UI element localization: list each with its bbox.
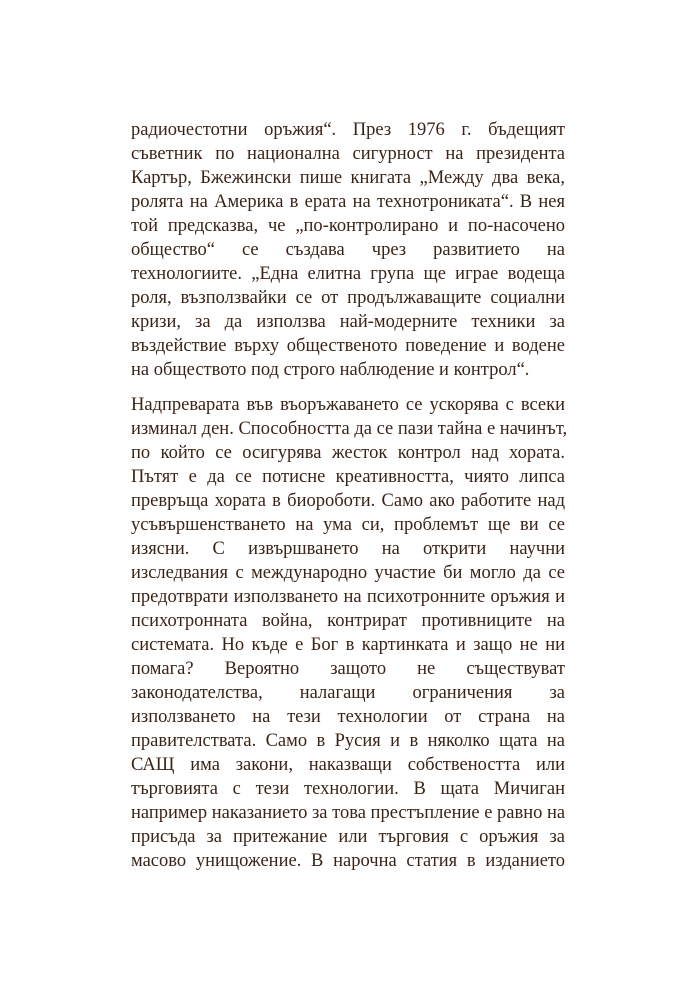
text-line: кризи, за да използва най-модерните техники за (131, 312, 565, 332)
paragraph-2 (131, 393, 568, 873)
text-line: роля, възползвайки се от продължаващите социални (131, 288, 565, 308)
text-line: законодателства, налагащи ограничения за (131, 683, 565, 703)
text-line: по който се осигурява жесток контрол над хората. (131, 443, 565, 463)
text-line: на обществото под строго наблюдение и контрол“. (131, 360, 530, 380)
text-line: общество“ се създава чрез развитието на (131, 240, 565, 260)
text-line: превръща хората в биороботи. Само ако работите над (131, 491, 565, 511)
text-line: системата. Но къде е Бог в картинката и защо не ни (131, 635, 565, 655)
text-line: изминал ден. Способността да се пази тайна е начинът, (131, 419, 568, 439)
text-line: правителствата. Само в Русия и в няколко щата на (131, 731, 565, 751)
text-line: Картър, Бжежински пише книгата „Между два века, (131, 168, 565, 188)
text-line: радиочестотни оръжия“. През 1976 г. бъдещият (131, 120, 565, 140)
text-line: използването на тези технологии от страна на (131, 707, 565, 727)
text-line: присъда за притежание или търговия с оръжия за (131, 827, 565, 847)
text-line: той предсказва, че „по-контролирано и по-насочено (131, 216, 565, 236)
text-line: технологиите. „Една елитна група ще играе водеща (131, 264, 565, 284)
text-line: Пътят е да се потисне креативността, чиято липса (131, 467, 565, 487)
text-line: помага? Вероятно защото не съществуват (131, 659, 565, 679)
text-line: психотронната война, контрират противниците на (131, 611, 565, 631)
text-line: Надпреварата във въоръжаването се ускорява с всеки (131, 395, 565, 415)
text-line: предотврати използването на психотронните оръжия и (131, 587, 565, 607)
text-line: въздействие върху общественото поведение и водене (131, 336, 565, 356)
text-line: например наказанието за това престъпление е равно на (131, 803, 566, 823)
text-line: съветник по национална сигурност на президента (131, 144, 565, 164)
text-line: изследвания с международно участие би могло да се (131, 563, 565, 583)
text-line: изясни. С извършването на открити научни (131, 539, 565, 559)
text-line: ролята на Америка в ерата на технотрониката“. В нея (131, 192, 565, 212)
text-line: усъвършенстването на ума си, проблемът ще ви се (131, 515, 565, 535)
text-line: масово унищожение. В нарочна статия в изданието (131, 851, 565, 871)
text-line: САЩ има закони, наказващи собствеността или (131, 755, 565, 775)
paragraph-1 (131, 118, 565, 382)
text-line: търговията с тези технологии. В щата Мичиган (131, 779, 565, 799)
